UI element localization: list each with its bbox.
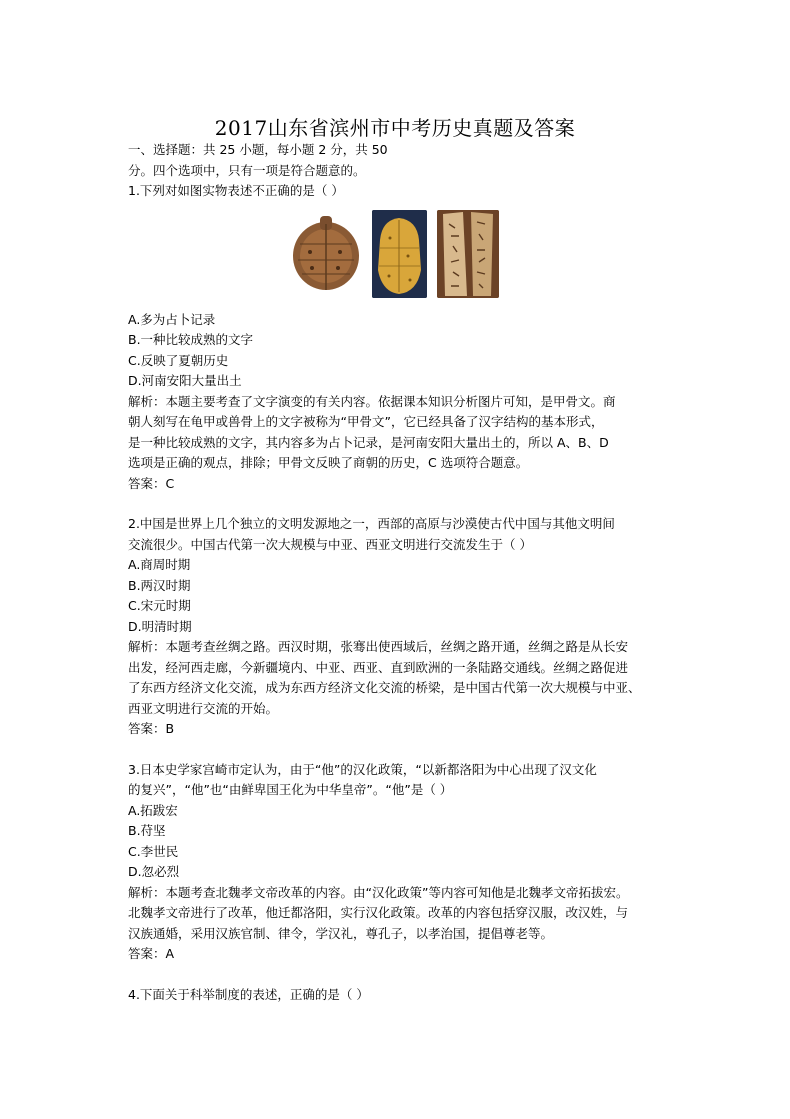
question-3-analysis-line: 汉族通婚，采用汉族官制、律令，学汉礼，尊孔子，以孝治国，提倡尊老等。	[128, 925, 554, 941]
question-1-analysis-line: 解析：本题主要考查了文字演变的有关内容。依据课本知识分析图片可知，是甲骨文。商	[128, 393, 616, 409]
question-2-analysis-line: 解析：本题考查丝绸之路。西汉时期，张骞出使西域后，丝绸之路开通，丝绸之路是从长安	[128, 639, 629, 654]
question-spacer	[128, 494, 668, 514]
intro-line-2: 分。四个选项中，只有一项是符合题意的。	[128, 162, 366, 178]
question-1-analysis-line: 是一种比较成熟的文字，其内容多为占卜记录，是河南安阳大量出土的，所以 A、B、D	[128, 434, 609, 450]
question-2-analysis-line: 了东西方经济文化交流，成为东西方经济文化交流的桥梁，是中国古代第一次大规模与中亚、	[128, 680, 641, 695]
question-1-analysis-line: 朝人刻写在龟甲或兽骨上的文字被称为“甲骨文”，它已经具备了汉字结构的基本形式，	[128, 414, 604, 429]
question-3	[128, 760, 668, 965]
question-2-option-c: C.宋元时期	[128, 598, 191, 613]
question-3-analysis-line: 解析：本题考查北魏孝文帝改革的内容。由“汉化政策”等内容可知他是北魏孝文帝拓拔宏。	[128, 884, 629, 900]
question-1	[128, 181, 668, 494]
question-1-answer: 答案：C	[128, 475, 175, 491]
question-3-stem: 的复兴”，“他”也“由鲜卑国王化为中华皇帝”。“他”是（ ）	[128, 782, 453, 797]
golden-oracle-shell-image	[372, 210, 427, 298]
question-4-stem: 4.下面关于科举制度的表述，正确的是（ ）	[128, 986, 369, 1002]
question-1-stem: 1.下列对如图实物表述不正确的是（ ）	[128, 183, 344, 198]
question-1-option-c: C.反映了夏朝历史	[128, 352, 229, 368]
question-3-option-a: A.拓跋宏	[128, 802, 178, 818]
question-1-option-d: D.河南安阳大量出土	[128, 373, 242, 388]
question-1-option-a: A.多为占卜记录	[128, 311, 216, 327]
oracle-bone-fragment-image	[437, 210, 499, 298]
question-3-stem: 3.日本史学家宫崎市定认为，由于“他”的汉化政策，“以新都洛阳为中心出现了汉文化	[128, 761, 597, 777]
question-2-analysis-line: 西亚文明进行交流的开始。	[128, 700, 279, 716]
document-body	[128, 140, 668, 1005]
question-3-analysis-line: 北魏孝文帝进行了改革，他迁都洛阳，实行汉化政策。改革的内容包括穿汉服，改汉姓，与	[128, 905, 629, 920]
question-2-option-a: A.商周时期	[128, 557, 191, 572]
page-title: 2017山东省滨州市中考历史真题及答案	[214, 116, 576, 140]
question-3-option-b: B.苻坚	[128, 823, 166, 838]
question-2-option-d: D.明清时期	[128, 618, 192, 634]
question-3-answer: 答案：A	[128, 946, 175, 961]
question-2-option-b: B.两汉时期	[128, 577, 191, 593]
question-2-analysis-line: 出发，经河西走廊，今新疆境内、中亚、西亚、直到欧洲的一条陆路交通线。丝绸之路促进	[128, 659, 629, 675]
question-2-answer: 答案：B	[128, 721, 175, 736]
turtle-shell-oracle-bone-image	[290, 210, 362, 298]
question-3-option-d: D.忽必烈	[128, 864, 180, 879]
question-2	[128, 514, 668, 740]
question-1-option-b: B.一种比较成熟的文字	[128, 332, 254, 347]
question-4	[128, 985, 668, 1006]
question-spacer	[128, 740, 668, 760]
intro-line-1: 一、选择题：共 25 小题，每小题 2 分，共 50	[128, 142, 388, 157]
question-3-option-c: C.李世民	[128, 843, 179, 859]
question-1-images	[290, 208, 668, 300]
question-2-stem: 交流很少。中国古代第一次大规模与中亚、西亚文明进行交流发生于（ ）	[128, 536, 532, 552]
question-2-stem: 2.中国是世界上几个独立的文明发源地之一，西部的高原与沙漠使古代中国与其他文明间	[128, 516, 615, 531]
question-1-analysis-line: 选项是正确的观点，排除；甲骨文反映了商朝的历史，C 选项符合题意。	[128, 455, 529, 470]
question-spacer	[128, 965, 668, 985]
